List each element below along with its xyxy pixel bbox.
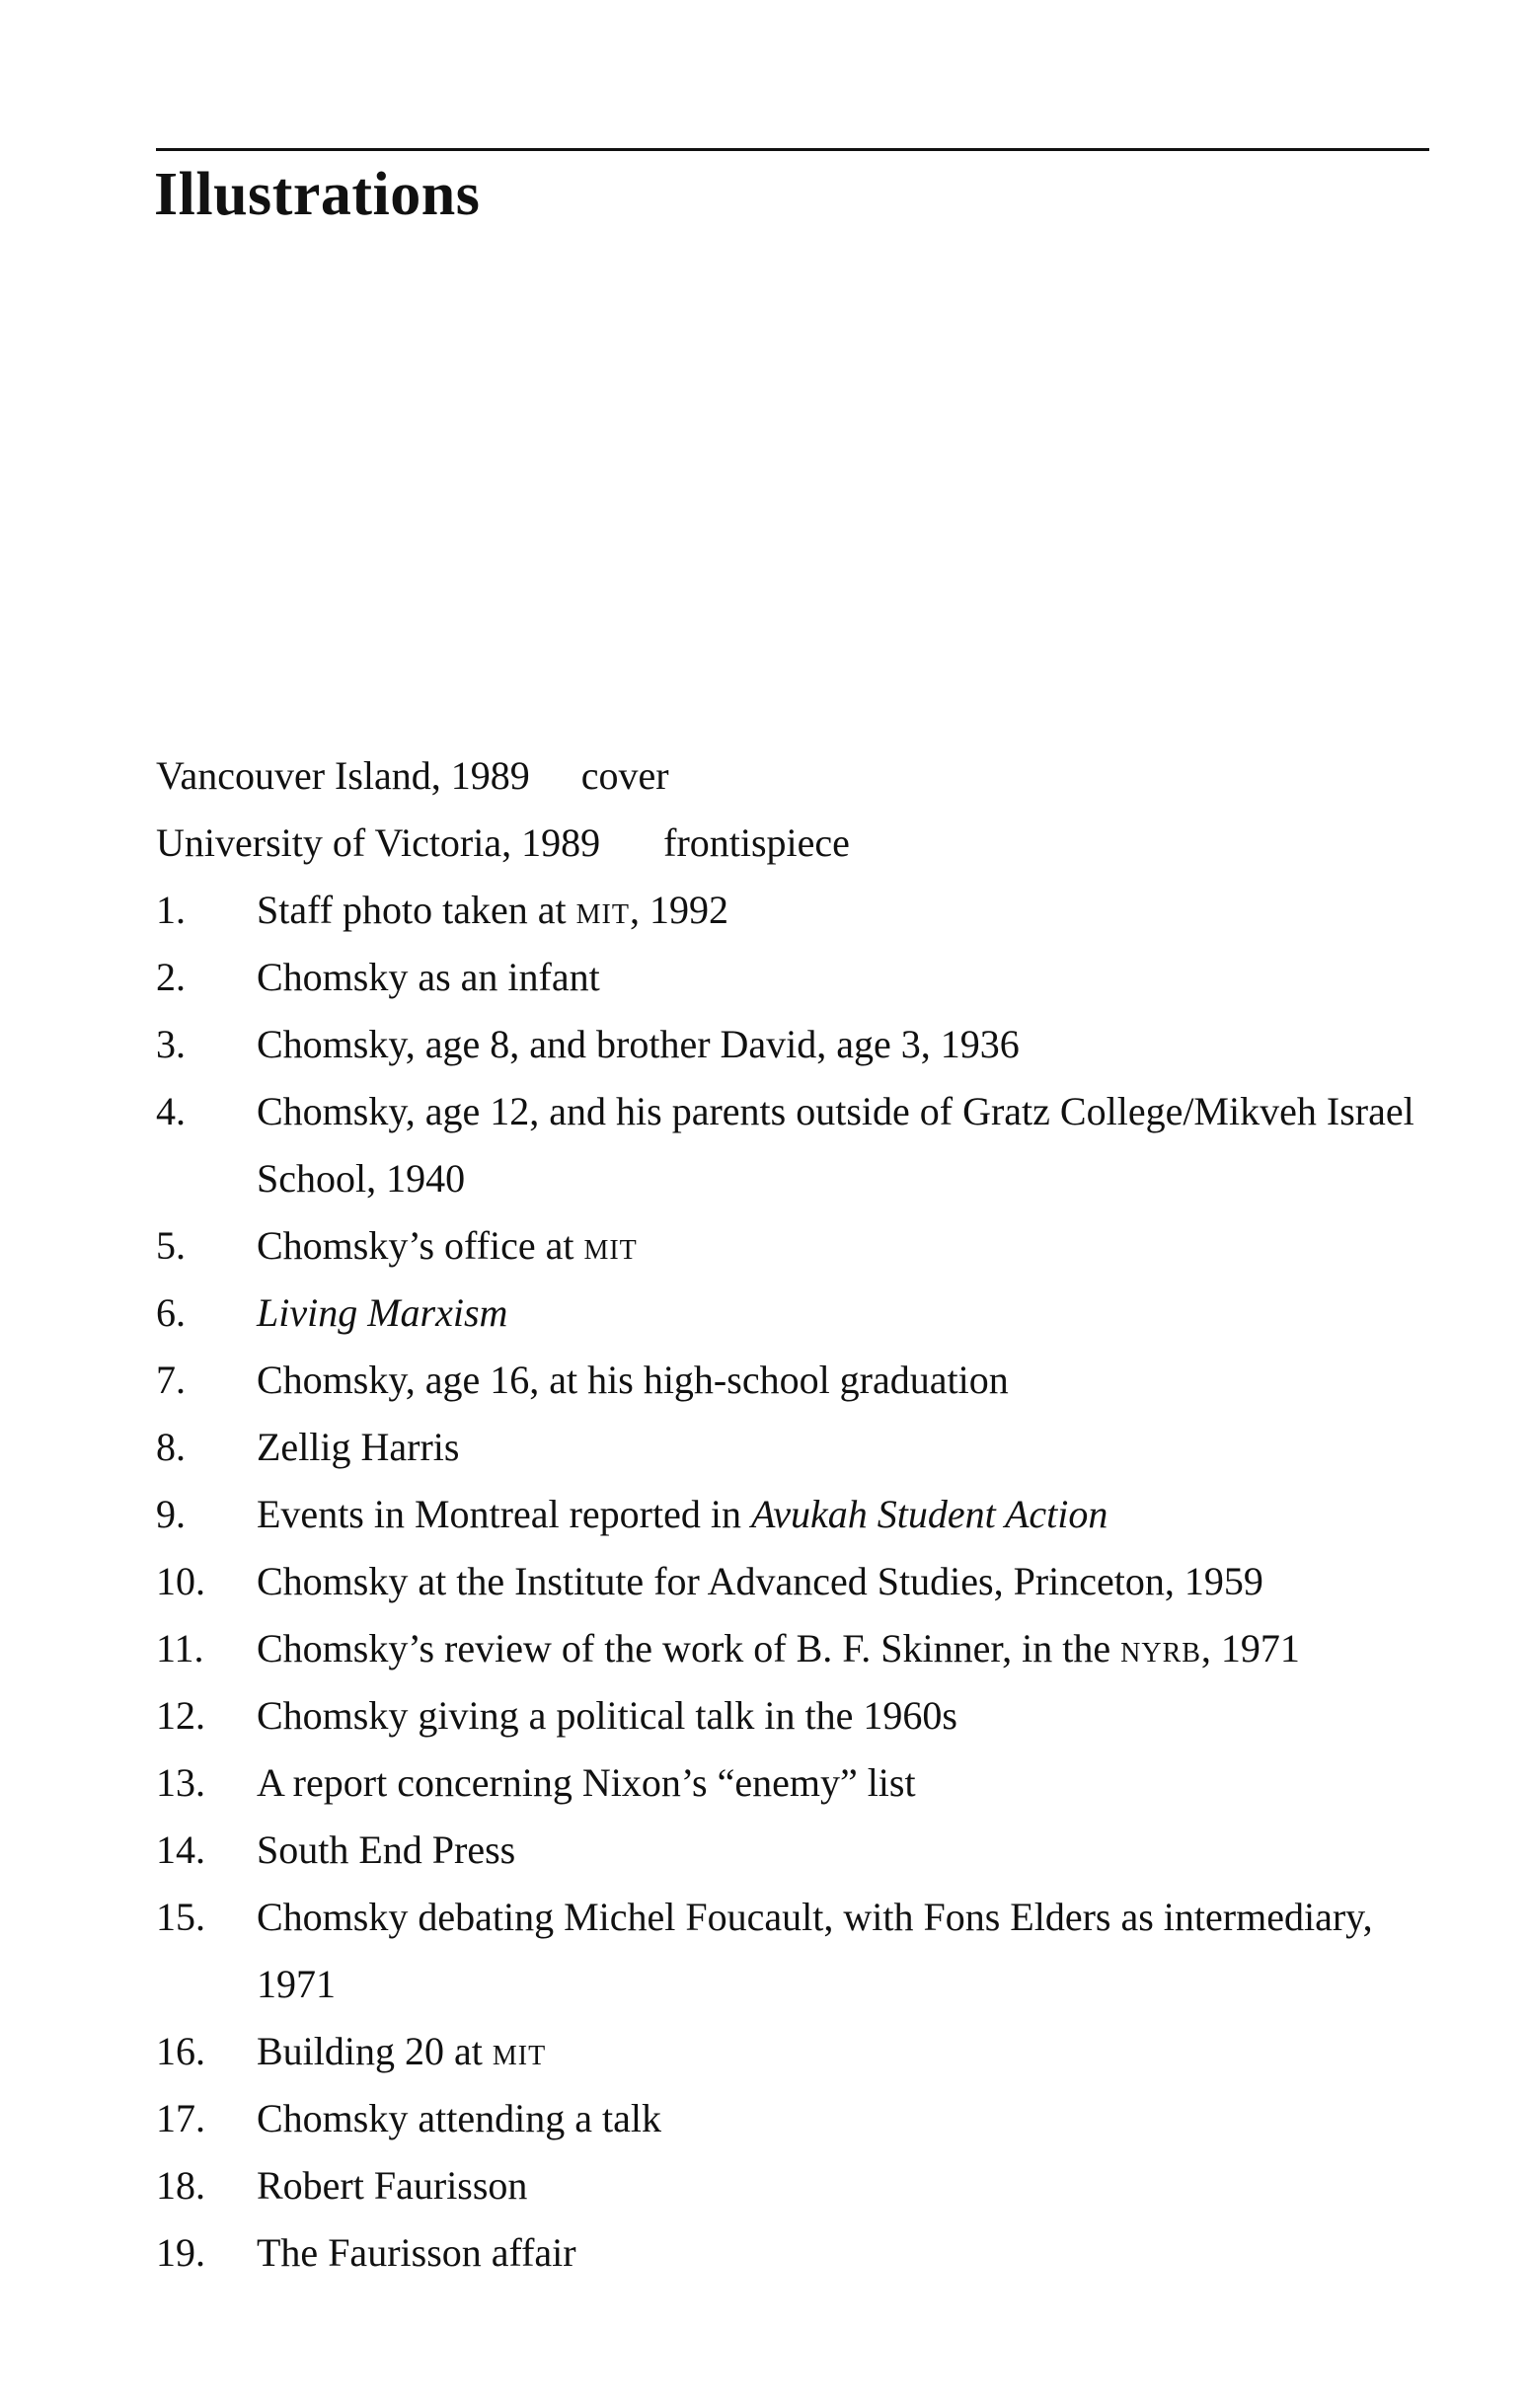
- illustration-caption: [257, 1827, 515, 1872]
- page-title: Illustrations: [154, 161, 481, 228]
- illustration-caption: [257, 1760, 916, 1805]
- illustration-item: [156, 1280, 1439, 1347]
- illustration-number: 1.: [156, 888, 186, 932]
- illustration-number: 17.: [156, 2096, 205, 2140]
- numbered-illustrations: [156, 877, 1439, 2287]
- illustration-number: 6.: [156, 1290, 186, 1335]
- illustration-caption: [257, 1022, 1020, 1066]
- illustration-item: [156, 1212, 1439, 1280]
- caption-text: Chomsky debating Michel Foucault, with Fons Elders as intermediary, 1971: [257, 1895, 1373, 2006]
- illustration-number: 7.: [156, 1358, 186, 1402]
- illustration-number: 10.: [156, 1559, 205, 1603]
- caption-text: Robert Faurisson: [257, 2163, 528, 2208]
- illustration-number: 16.: [156, 2029, 205, 2073]
- illustration-caption: [257, 1895, 1373, 2006]
- illustration-number: 5.: [156, 1223, 186, 1268]
- illustration-item: [156, 2085, 1439, 2152]
- illustration-caption: [257, 2029, 546, 2073]
- illustration-item: [156, 1414, 1439, 1481]
- illustration-item: [156, 1548, 1439, 1615]
- illustration-caption: [257, 1089, 1414, 1201]
- caption-text: Staff photo taken at: [257, 888, 576, 932]
- illustration-item: [156, 2018, 1439, 2085]
- illustration-caption: [257, 2230, 576, 2275]
- front-matter-label: Vancouver Island, 1989: [156, 753, 530, 798]
- illustration-number: 8.: [156, 1425, 186, 1469]
- caption-text: Chomsky’s review of the work of B. F. Skinner, in the: [257, 1626, 1121, 1670]
- illustration-caption: [257, 1693, 957, 1738]
- front-matter-placement: cover: [580, 753, 669, 798]
- caption-text: mit: [492, 2029, 547, 2073]
- caption-text: , 1971: [1200, 1626, 1300, 1670]
- illustration-number: 9.: [156, 1492, 186, 1536]
- caption-text: A report concerning Nixon’s “enemy” list: [257, 1760, 916, 1805]
- illustration-item: [156, 1078, 1439, 1212]
- caption-text: Chomsky, age 8, and brother David, age 3, 1936: [257, 1022, 1020, 1066]
- caption-text: Events in Montreal reported in: [257, 1492, 751, 1536]
- caption-text: Building 20 at: [257, 2029, 493, 2073]
- illustration-item: [156, 1347, 1439, 1414]
- illustration-item: [156, 1884, 1439, 2018]
- illustration-caption: [257, 1290, 507, 1335]
- caption-text: Living Marxism: [257, 1290, 508, 1335]
- front-matter-item: [156, 810, 1439, 877]
- caption-text: Chomsky at the Institute for Advanced Studies, Princeton, 1959: [257, 1559, 1263, 1603]
- illustration-number: 15.: [156, 1895, 205, 1939]
- caption-text: Chomsky’s office at: [257, 1223, 584, 1268]
- front-matter-item: [156, 742, 1439, 810]
- illustration-number: 19.: [156, 2230, 205, 2275]
- illustration-caption: [257, 1223, 638, 1268]
- illustration-item: [156, 1682, 1439, 1749]
- illustration-caption: [257, 955, 600, 999]
- illustration-item: [156, 1011, 1439, 1078]
- caption-text: Chomsky giving a political talk in the 1960s: [257, 1693, 957, 1738]
- front-matter-placement: frontispiece: [663, 820, 850, 865]
- caption-text: Chomsky as an infant: [257, 955, 600, 999]
- illustration-item: [156, 2219, 1439, 2287]
- illustration-item: [156, 1481, 1439, 1548]
- caption-text: South End Press: [257, 1827, 516, 1872]
- illustration-number: 4.: [156, 1089, 186, 1133]
- illustration-number: 2.: [156, 955, 186, 999]
- illustration-number: 18.: [156, 2163, 205, 2208]
- illustration-number: 14.: [156, 1827, 205, 1872]
- illustration-caption: [257, 1492, 1108, 1536]
- illustration-caption: [257, 1358, 1009, 1402]
- illustration-item: [156, 2152, 1439, 2219]
- illustration-caption: [257, 1626, 1300, 1670]
- illustration-caption: [257, 2163, 527, 2208]
- caption-text: Chomsky, age 16, at his high-school graduation: [257, 1358, 1009, 1402]
- illustration-item: [156, 1749, 1439, 1817]
- illustration-caption: [257, 888, 728, 932]
- header-rule: [156, 148, 1429, 151]
- illustration-item: [156, 1615, 1439, 1682]
- illustration-number: 13.: [156, 1760, 205, 1805]
- front-matter-label: University of Victoria, 1989: [156, 820, 601, 865]
- caption-text: mit: [575, 888, 630, 932]
- illustration-caption: [257, 1559, 1263, 1603]
- caption-text: , 1992: [629, 888, 728, 932]
- caption-text: Chomsky, age 12, and his parents outside of Gratz College/Mikveh Israel School, 1940: [257, 1089, 1414, 1201]
- illustration-caption: [257, 2096, 661, 2140]
- caption-text: Avukah Student Action: [750, 1492, 1108, 1536]
- illustration-item: [156, 944, 1439, 1011]
- caption-text: nyrb: [1120, 1626, 1201, 1670]
- illustration-caption: [257, 1425, 460, 1469]
- caption-text: The Faurisson affair: [257, 2230, 576, 2275]
- illustration-item: [156, 1817, 1439, 1884]
- caption-text: Chomsky attending a talk: [257, 2096, 661, 2140]
- illustration-number: 3.: [156, 1022, 186, 1066]
- illustration-item: [156, 877, 1439, 944]
- illustration-number: 12.: [156, 1693, 205, 1738]
- illustrations-list: [156, 742, 1439, 2287]
- caption-text: Zellig Harris: [257, 1425, 460, 1469]
- caption-text: mit: [583, 1223, 638, 1268]
- illustration-number: 11.: [156, 1626, 204, 1670]
